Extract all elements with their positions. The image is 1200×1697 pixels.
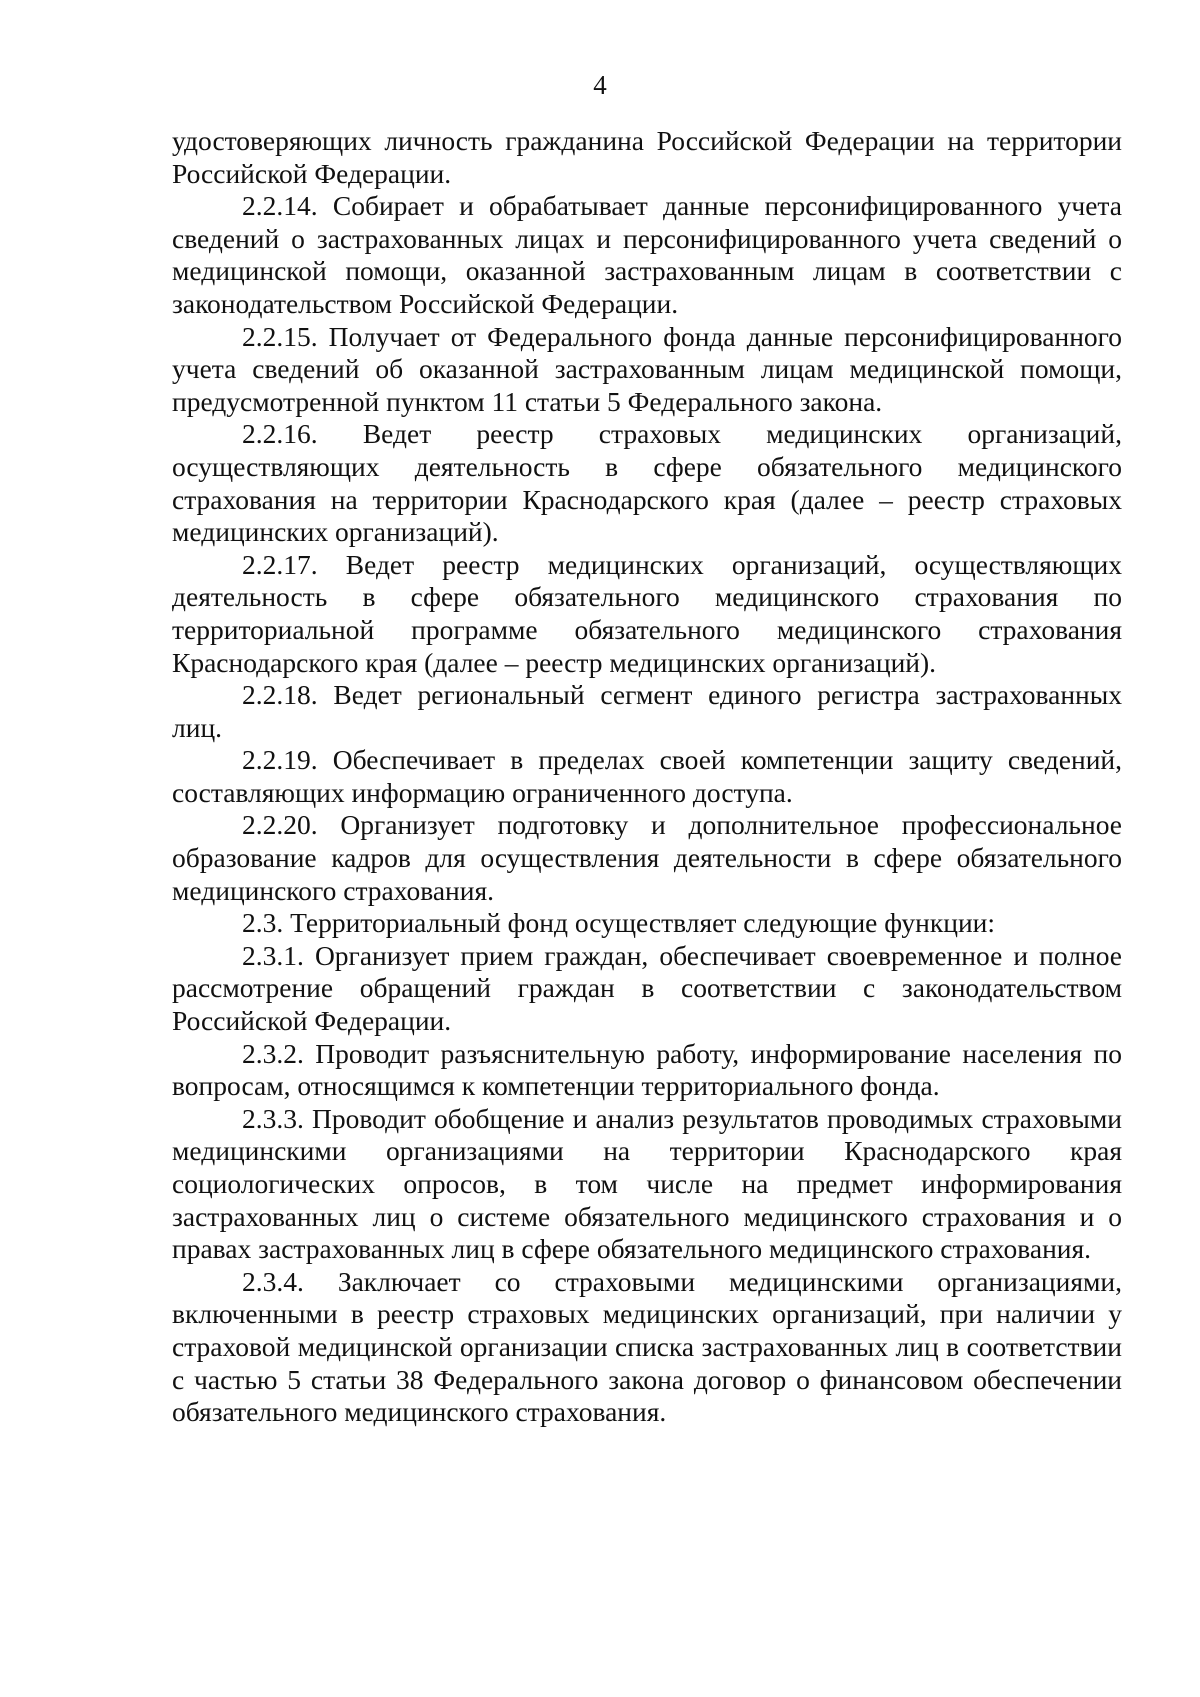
page-number: 4 <box>593 70 607 100</box>
paragraph-2-2-17: 2.2.17. Ведет реестр медицинских организаций, осуществляющих деятельность в сфере обязательного медицинского страхования по территориальной программе обязательного медицинского страхования Краснодарского края (далее – реестр медицинских организаций). <box>172 548 1122 678</box>
paragraph-2-3-1: 2.3.1. Организует прием граждан, обеспечивает своевременное и полное рассмотрение обращений граждан в соответствии с законодательством Российской Федерации. <box>172 939 1122 1037</box>
paragraph-2-2-19: 2.2.19. Обеспечивает в пределах своей компетенции защиту сведений, составляющих информацию ограниченного доступа. <box>172 744 1122 808</box>
paragraph-2-2-20: 2.2.20. Организует подготовку и дополнительное профессиональное образование кадров для осуществления деятельности в сфере обязательного медицинского страхования. <box>172 809 1122 906</box>
paragraph-2-3-4: 2.3.4. Заключает со страховыми медицинскими организациями, включенными в реестр страховых медицинских организаций, при наличии у страховой медицинской организации списка застрахованных лиц в соответствии с частью 5 статьи 38 Федерального закона договор о финансовом обеспечении обязательного медицинского страхования. <box>172 1265 1122 1428</box>
paragraph-2-2-14: 2.2.14. Собирает и обрабатывает данные персонифицированного учета сведений о застрахованных лицах и персонифицированного учета сведений о медицинской помощи, оказанной застрахованным лицам в соответствии с законодательством Российской Федерации. <box>172 190 1122 319</box>
paragraph-2-3: 2.3. Территориальный фонд осуществляет следующие функции: <box>242 907 996 939</box>
document-body <box>172 125 1122 1429</box>
paragraph-2-3-2: 2.3.2. Проводит разъяснительную работу, информирование населения по вопросам, относящимся к компетенции территориального фонда. <box>172 1037 1122 1102</box>
paragraph-continuation: удостоверяющих личность гражданина Российской Федерации на территории Российской Федерации. <box>172 125 1122 189</box>
paragraph-2-2-15: 2.2.15. Получает от Федерального фонда данные персонифицированного учета сведений об оказанной застрахованным лицам медицинской помощи, предусмотренной пунктом 11 статьи 5 Федерального закона. <box>172 320 1122 417</box>
paragraph-2-2-18: 2.2.18. Ведет региональный сегмент единого регистра застрахованных лиц. <box>172 679 1122 743</box>
paragraph-2-2-16: 2.2.16. Ведет реестр страховых медицинских организаций, осуществляющих деятельность в сфере обязательного медицинского страхования на территории Краснодарского края (далее – реестр страховых медицинских организаций). <box>172 418 1122 548</box>
paragraph-2-3-3: 2.3.3. Проводит обобщение и анализ результатов проводимых страховыми медицинскими организациями на территории Краснодарского края социологических опросов, в том числе на предмет информирования застрахованных лиц о системе обязательного медицинского страхования и о правах застрахованных лиц в сфере обязательного медицинского страхования. <box>172 1102 1122 1265</box>
